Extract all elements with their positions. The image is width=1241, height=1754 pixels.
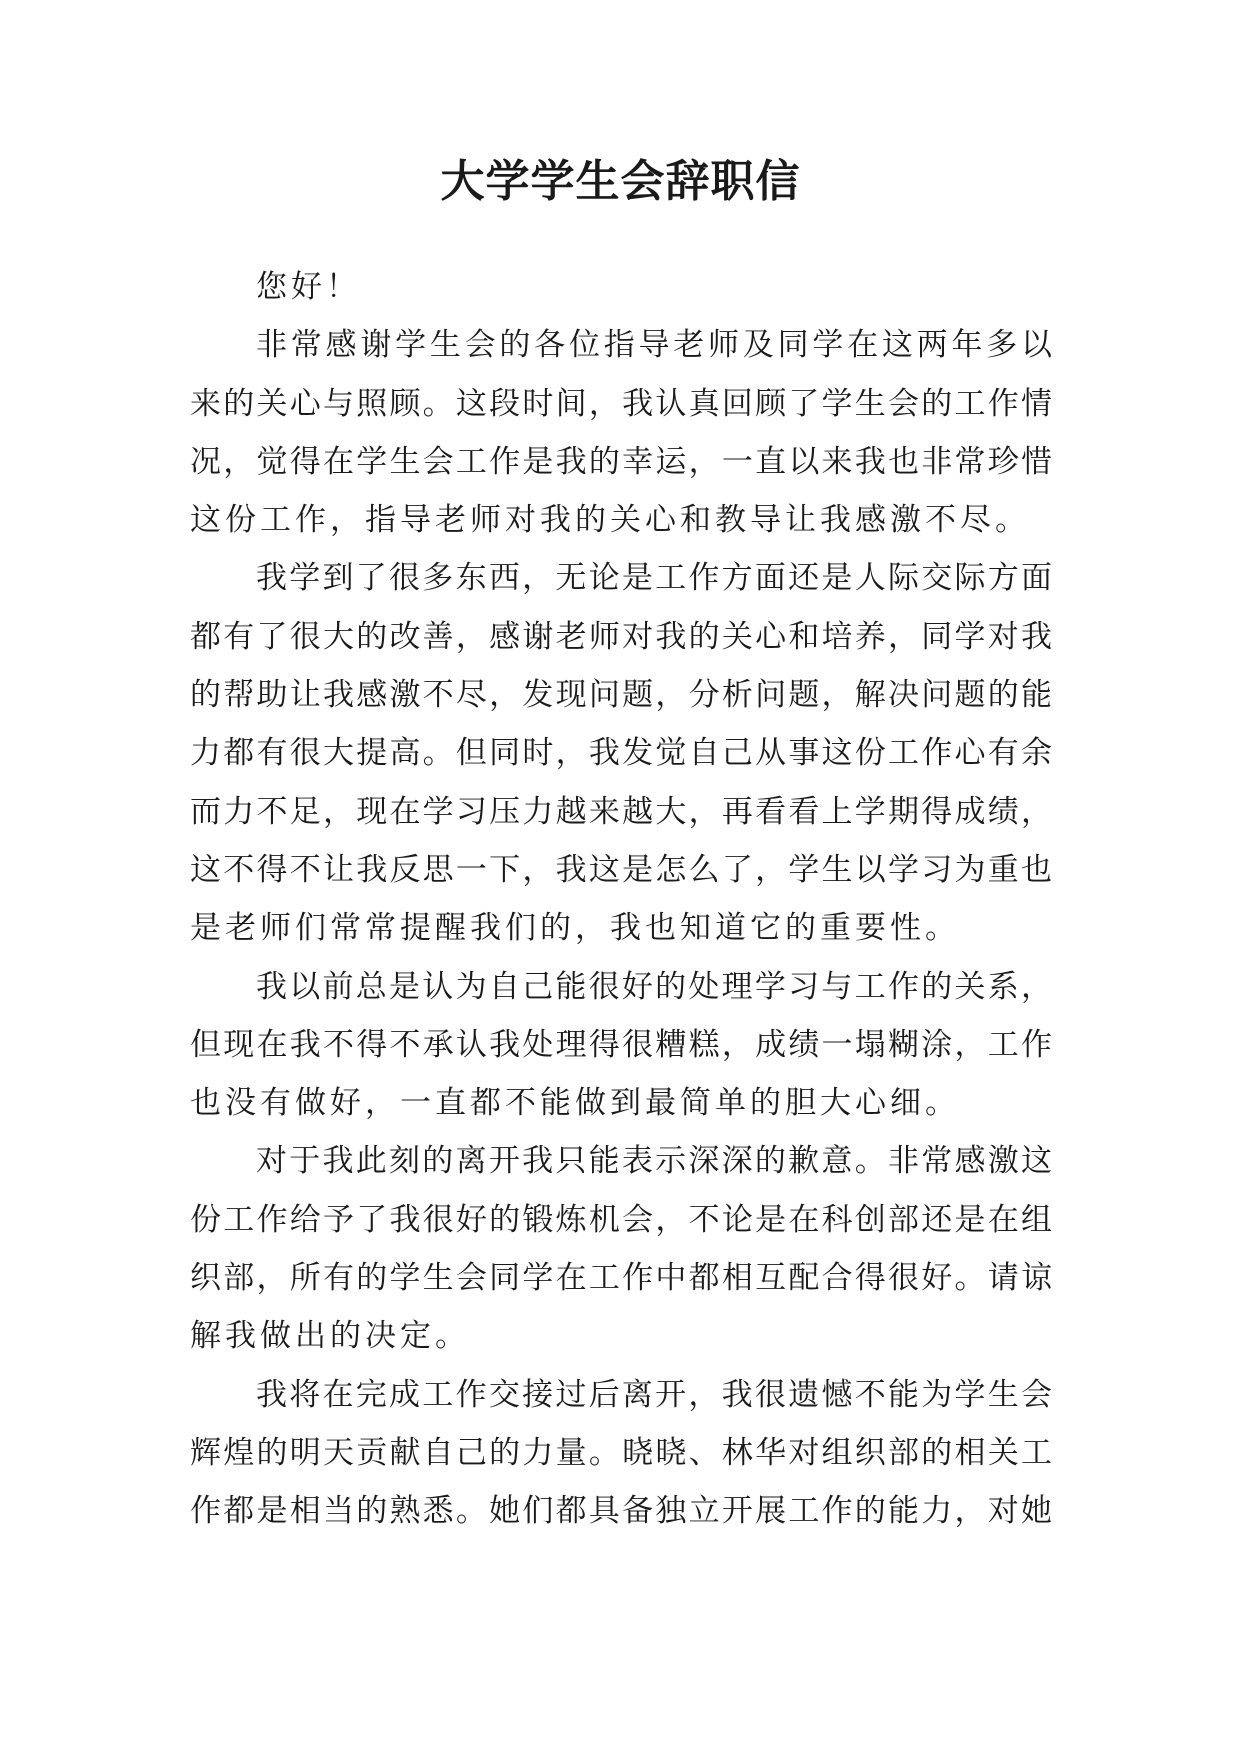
letter-line: 对于我此刻的离开我只能表示深深的歉意。非常感激这 xyxy=(256,1143,1052,1180)
letter-line: 力都有很大提高。但同时，我发觉自己从事这份工作心有余 xyxy=(190,735,1052,772)
letter-line: 这份工作，指导老师对我的关心和教导让我感激不尽。 xyxy=(190,502,1030,539)
letter-line: 我将在完成工作交接过后离开，我很遗憾不能为学生会 xyxy=(256,1376,1052,1413)
letter-line: 况，觉得在学生会工作是我的幸运，一直以来我也非常珍惜 xyxy=(190,443,1052,480)
letter-line: 我学到了很多东西，无论是工作方面还是人际交际方面 xyxy=(256,560,1052,597)
letter-line: 辉煌的明天贡献自己的力量。晓晓、林华对组织部的相关工 xyxy=(190,1434,1052,1471)
letter-line: 的帮助让我感激不尽，发现问题，分析问题，解决问题的能 xyxy=(190,677,1052,714)
letter-line: 您好！ xyxy=(256,269,361,305)
document-title: 大学学生会辞职信 xyxy=(440,156,801,207)
letter-line: 织部，所有的学生会同学在工作中都相互配合得很好。请谅 xyxy=(190,1260,1052,1297)
letter-line: 而力不足，现在学习压力越来越大，再看看上学期得成绩， xyxy=(190,793,1052,830)
letter-line: 解我做出的决定。 xyxy=(190,1318,470,1355)
letter-line: 作都是相当的熟悉。她们都具备独立开展工作的能力，对她 xyxy=(190,1493,1052,1530)
letter-line: 但现在我不得不承认我处理得很糟糕，成绩一塌糊涂，工作 xyxy=(190,1026,1052,1063)
letter-body xyxy=(190,258,1052,1541)
letter-line: 份工作给予了我很好的锻炼机会，不论是在科创部还是在组 xyxy=(190,1201,1052,1238)
letter-line: 是老师们常常提醒我们的，我也知道它的重要性。 xyxy=(190,910,960,947)
letter-line: 这不得不让我反思一下，我这是怎么了，学生以学习为重也 xyxy=(190,851,1052,888)
letter-line: 我以前总是认为自己能很好的处理学习与工作的关系， xyxy=(256,968,1052,1005)
letter-line: 也没有做好，一直都不能做到最简单的胆大心细。 xyxy=(190,1085,960,1122)
letter-line: 都有了很大的改善，感谢老师对我的关心和培养，同学对我 xyxy=(190,618,1052,655)
letter-line: 非常感谢学生会的各位指导老师及同学在这两年多以 xyxy=(256,327,1052,364)
letter-line: 来的关心与照顾。这段时间，我认真回顾了学生会的工作情 xyxy=(190,385,1052,422)
